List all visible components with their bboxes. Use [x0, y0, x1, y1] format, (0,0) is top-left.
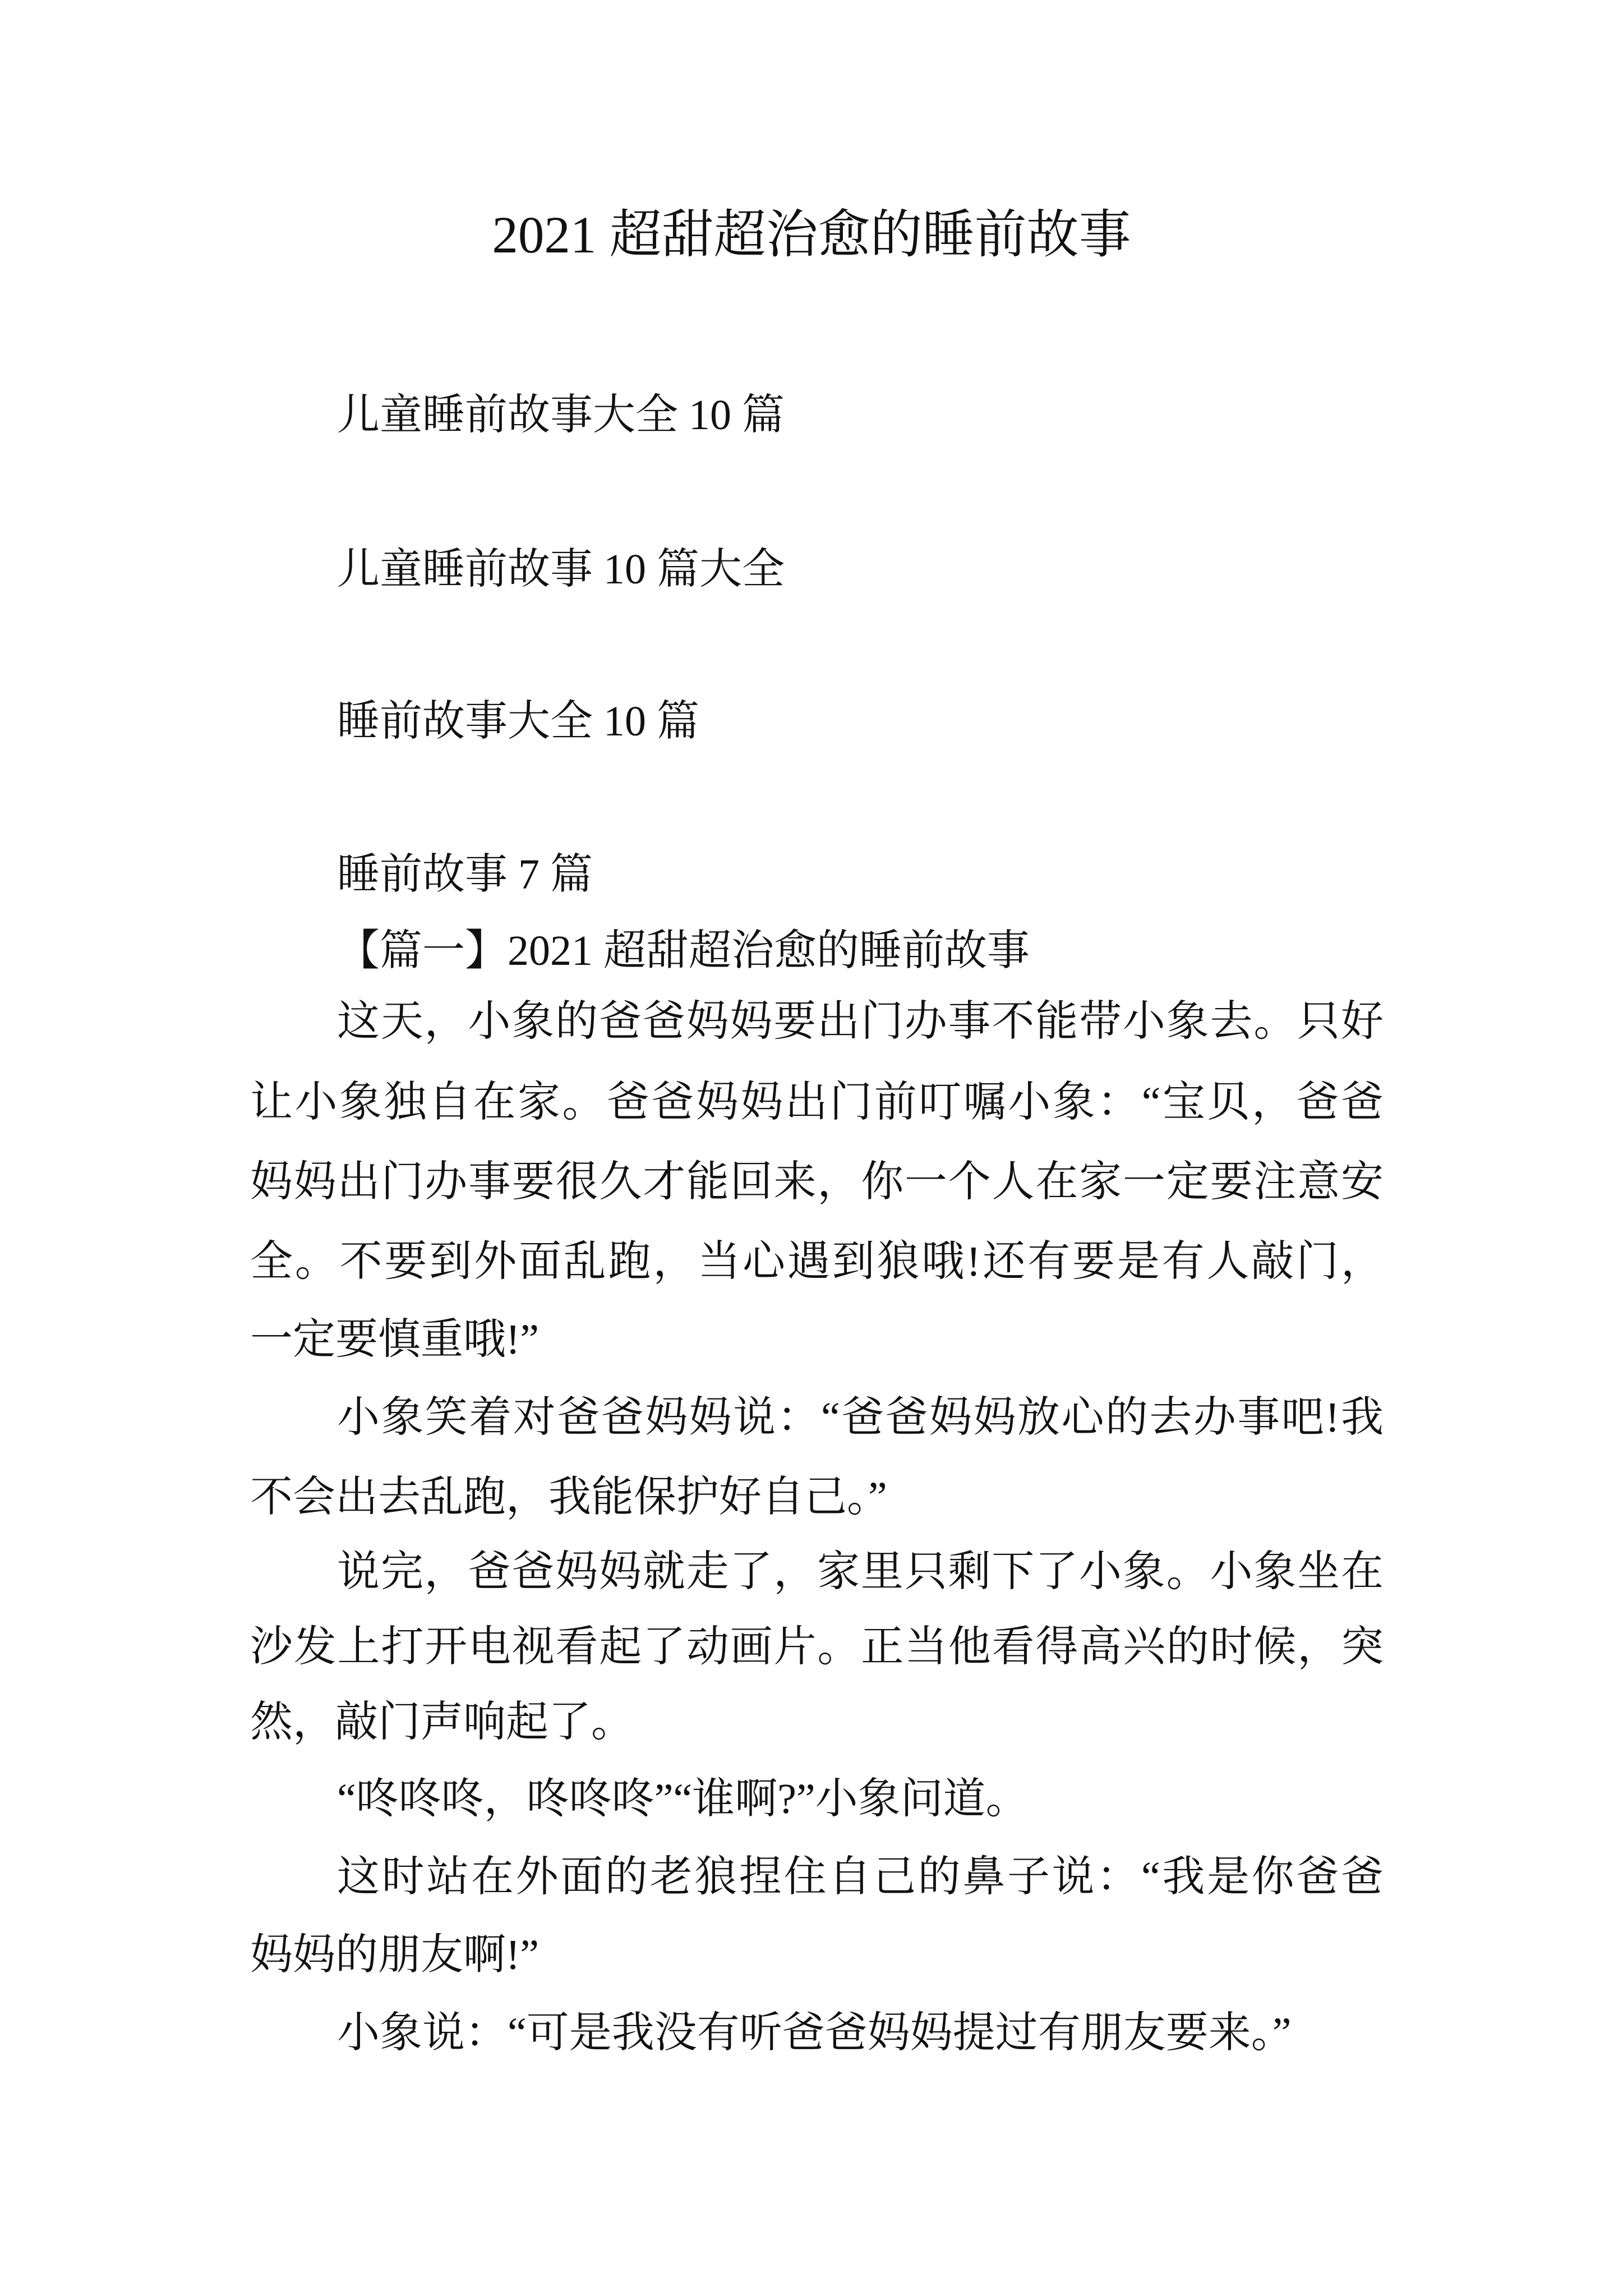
section-heading: 【篇一】2021 超甜超治愈的睡前故事	[337, 927, 1030, 974]
paragraph-line: 妈妈出门办事要很久才能回来，你一个人在家一定要注意安	[250, 1158, 1384, 1205]
related-list-item: 睡前故事 7 篇	[337, 851, 593, 898]
paragraph-line: 这时站在外面的老狼捏住自己的鼻子说：“我是你爸爸	[337, 1853, 1384, 1901]
related-list-item: 儿童睡前故事 10 篇大全	[337, 546, 785, 593]
paragraph-line: 小象笑着对爸爸妈妈说：“爸爸妈妈放心的去办事吧!我	[337, 1394, 1384, 1441]
paragraph-line: 沙发上打开电视看起了动画片。正当他看得高兴的时候，突	[250, 1623, 1384, 1671]
paragraph-line: 这天，小象的爸爸妈妈要出门办事不能带小象去。只好	[337, 998, 1384, 1045]
paragraph-line: 然，敲门声响起了。	[250, 1699, 634, 1746]
paragraph-line: 让小象独自在家。爸爸妈妈出门前叮嘱小象：“宝贝，爸爸	[250, 1079, 1384, 1126]
related-list-item: 儿童睡前故事大全 10 篇	[337, 392, 785, 439]
paragraph-line: “咚咚咚，咚咚咚”“谁啊?”小象问道。	[337, 1775, 1029, 1823]
paragraph-line: 全。不要到外面乱跑，当心遇到狼哦!还有要是有人敲门，	[250, 1238, 1384, 1285]
document-title: 2021 超甜超治愈的睡前故事	[492, 206, 1131, 264]
paragraph-line: 说完，爸爸妈妈就走了，家里只剩下了小象。小象坐在	[337, 1548, 1384, 1595]
related-list-item: 睡前故事大全 10 篇	[337, 698, 699, 745]
paragraph-line: 一定要慎重哦!”	[250, 1316, 540, 1363]
paragraph-line: 小象说：“可是我没有听爸爸妈妈提过有朋友要来。”	[337, 2009, 1292, 2056]
paragraph-line: 妈妈的朋友啊!”	[250, 1931, 540, 1978]
paragraph-line: 不会出去乱跑，我能保护好自己。”	[250, 1474, 887, 1521]
